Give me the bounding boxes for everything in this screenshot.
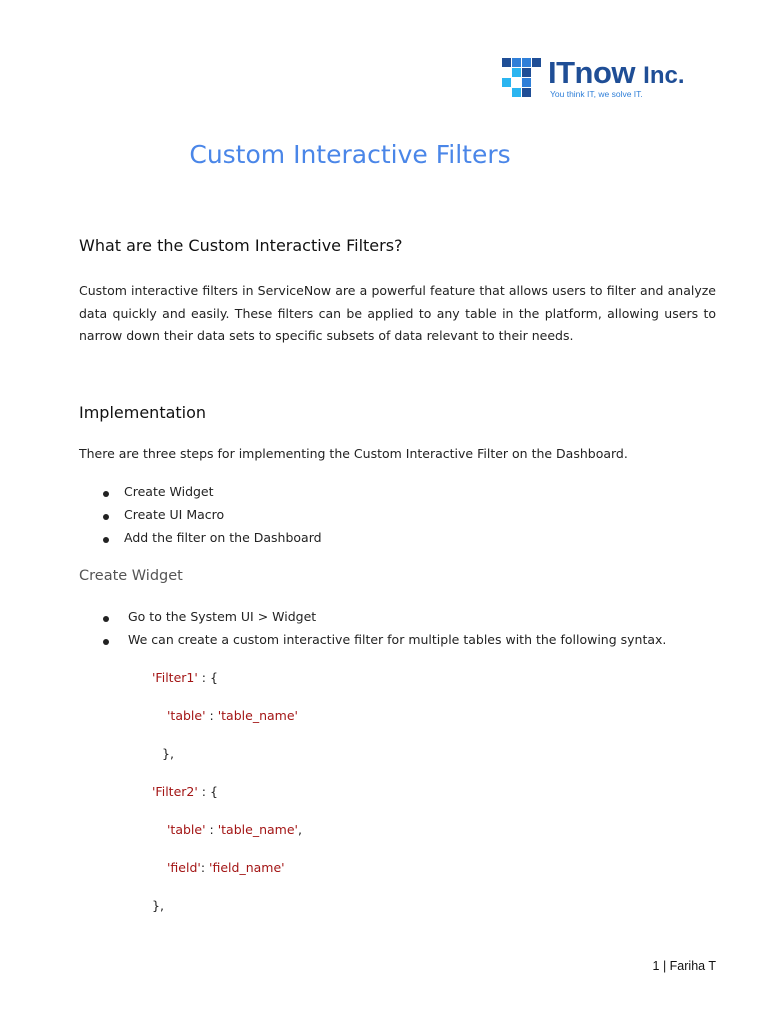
section-heading-implementation: Implementation xyxy=(79,403,207,422)
bullet-icon xyxy=(103,616,109,622)
bullet-icon xyxy=(103,514,109,520)
logo-tagline: You think IT, we solve IT. xyxy=(550,89,643,99)
code-line: 'field': 'field_name' xyxy=(167,860,285,875)
code-line: }, xyxy=(152,898,164,913)
logo-mark-icon xyxy=(500,56,546,102)
list-item: Go to the System UI > Widget xyxy=(128,609,316,624)
company-logo xyxy=(500,56,720,102)
page-footer: 1 | Fariha T xyxy=(652,959,716,973)
page-title: Custom Interactive Filters xyxy=(189,140,511,169)
subheading-create-widget: Create Widget xyxy=(79,568,183,584)
code-line: 'table' : 'table_name', xyxy=(167,822,302,837)
intro-paragraph: Custom interactive filters in ServiceNow are a powerful feature that allows users to filter and analyze data quickly and easily. These filters can be applied to any table in the platform, allowing users to narrow down their data sets to specific subsets of data relevant to their needs. xyxy=(79,283,716,343)
bullet-icon xyxy=(103,537,109,543)
bullet-icon xyxy=(103,491,109,497)
code-line: }, xyxy=(162,746,174,761)
list-item: We can create a custom interactive filter for multiple tables with the following syntax. xyxy=(128,632,666,647)
list-item: Add the filter on the Dashboard xyxy=(124,530,322,545)
implementation-intro: There are three steps for implementing the Custom Interactive Filter on the Dashboard. xyxy=(79,446,628,461)
logo-wordmark: ITnow Inc. xyxy=(548,55,685,90)
code-line: 'Filter2' : { xyxy=(152,784,218,799)
logo-suffix: Inc. xyxy=(643,62,685,89)
bullet-icon xyxy=(103,639,109,645)
section-heading-what-are: What are the Custom Interactive Filters? xyxy=(79,236,403,255)
list-item: Create UI Macro xyxy=(124,507,224,522)
code-line: 'table' : 'table_name' xyxy=(167,708,298,723)
list-item: Create Widget xyxy=(124,484,214,499)
code-line: 'Filter1' : { xyxy=(152,670,218,685)
